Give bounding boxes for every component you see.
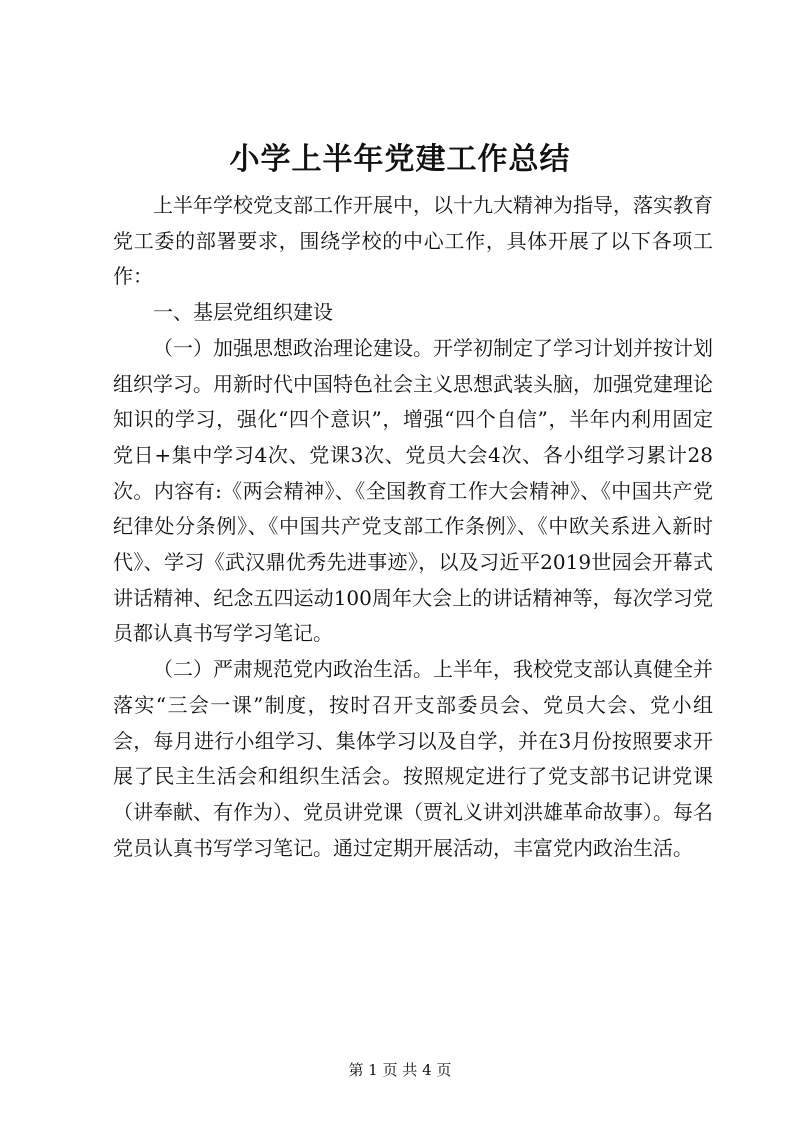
section-heading: 一、基层党组织建设: [153, 300, 333, 325]
page-footer: 第 1 页 共 4 页: [348, 1061, 452, 1079]
body-paragraph: （一）加强思想政治理论建设。开学初制定了学习计划并按计划组织学习。用新时代中国特色社会主义思想武装头脑，加强党建理论知识的学习，强化“四个意识”，增强“四个自信”，半年内利用固定党日+集中学习4次、党课3次、党员大会4次、各小组学习累计28次。内容有:《两会精神》、《全国教育工作大会精神》、《中国共产党纪律处分条例》、《中国共产党支部工作条例》、《中欧关系进入新时代》、学习《武汉鼎优秀先进事迹》，以及习近平2019世园会开幕式讲话精神、纪念五四运动100周年大会上的讲话精神等，每次学习党员都认真书写学习笔记。: [113, 335, 713, 646]
document-title: 小学上半年党建工作总结: [229, 142, 571, 177]
intro-paragraph: 上半年学校党支部工作开展中，以十九大精神为指导，落实教育党工委的部署要求，围绕学校的中心工作，具体开展了以下各项工作：: [113, 193, 713, 289]
document-body: [113, 188, 713, 866]
body-paragraph: （二）严肃规范党内政治生活。上半年，我校党支部认真健全并落实“三会一课”制度，按时召开支部委员会、党员大会、党小组会，每月进行小组学习、集体学习以及自学，并在3月份按照要求开展了民主生活会和组织生活会。按照规定进行了党支部书记讲党课（讲奉献、有作为）、党员讲党课（贾礼义讲刘洪雄革命故事）。每名党员认真书写学习笔记。通过定期开展活动，丰富党内政治生活。: [113, 657, 713, 860]
